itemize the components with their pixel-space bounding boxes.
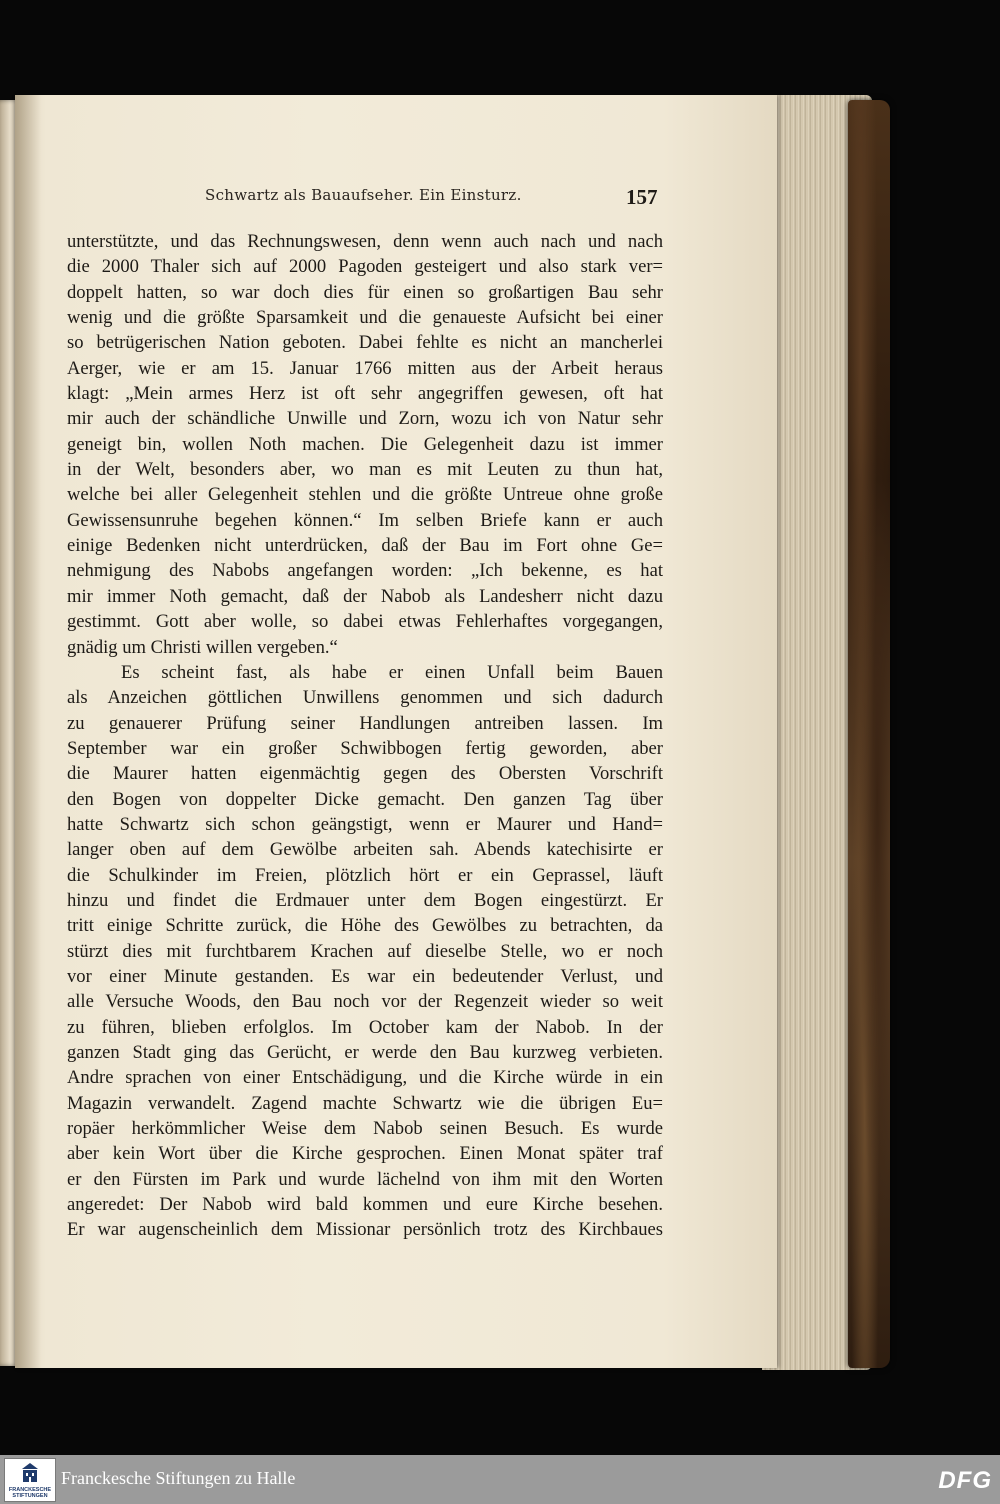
text-line: gestimmt. Gott aber wolle, so dabei etwas Fehlerhaftes vorgegangen, xyxy=(67,611,663,633)
text-line: gnädig um Christi willen vergeben.“ xyxy=(67,636,338,658)
text-line: als Anzeichen göttlichen Unwillens genommen und sich dadurch xyxy=(67,687,663,709)
text-line: hatte Schwartz sich schon geängstigt, wenn er Maurer und Hand= xyxy=(67,813,663,835)
text-line: alle Versuche Woods, den Bau noch vor der Regenzeit wieder so weit xyxy=(67,991,663,1013)
text-line: September war ein großer Schwibbogen fertig geworden, aber xyxy=(67,737,663,759)
text-line: Aerger, wie er am 15. Januar 1766 mitten aus der Arbeit heraus xyxy=(67,357,663,379)
text-line: unterstützte, und das Rechnungswesen, denn wenn auch nach und nach xyxy=(67,231,663,252)
logo-text xyxy=(5,1487,55,1499)
text-line: ropäer herkömmlicher Weise dem Nabob seinen Besuch. Es wurde xyxy=(67,1118,663,1140)
text-line: welche bei aller Gelegenheit stehlen und die größte Untreue ohne große xyxy=(67,484,663,506)
text-line: tritt einige Schritte zurück, die Höhe des Gewölbes zu betrachten, da xyxy=(67,915,663,937)
text-line: die 2000 Thaler sich auf 2000 Pagoden gesteigert und also stark ver= xyxy=(67,256,663,278)
text-line: langer oben auf dem Gewölbe arbeiten sah. Abends katechisirte er xyxy=(67,839,663,861)
footer-bar xyxy=(0,1455,1000,1504)
text-line: die Maurer hatten eigenmächtig gegen des Obersten Vorschrift xyxy=(67,763,663,785)
logo-text-line: STIFTUNGEN xyxy=(12,1493,48,1499)
text-line: den Bogen von doppelter Dicke gemacht. Den ganzen Tag über xyxy=(67,788,663,810)
text-line: doppelt hatten, so war doch dies für einen so großartigen Bau sehr xyxy=(67,281,663,303)
book-cover xyxy=(848,100,890,1368)
text-line: stürzt dies mit furchtbarem Krachen auf dieselbe Stelle, wo er noch xyxy=(67,940,663,962)
text-line: zu genauerer Prüfung seiner Handlungen antreiben lassen. Im xyxy=(67,712,663,734)
text-line: zu führen, blieben erfolglos. Im October kam der Nabob. In der xyxy=(67,1016,663,1038)
running-head: Schwartz als Bauaufseher. Ein Einsturz. xyxy=(205,186,522,204)
text-line: hinzu und findet die Erdmauer unter dem Bogen eingestürzt. Er xyxy=(67,889,663,911)
text-line: Gewissensunruhe begehen können.“ Im selben Briefe kann er auch xyxy=(67,509,663,531)
dfg-logo[interactable]: DFG xyxy=(938,1467,992,1494)
text-line: mir auch der schändliche Unwille und Zorn, wozu ich von Natur sehr xyxy=(67,408,663,430)
text-line: vor einer Minute gestanden. Es war ein bedeutender Verlust, und xyxy=(67,965,663,987)
body-text xyxy=(67,229,663,1243)
text-line: geneigt bin, wollen Noth machen. Die Gelegenheit dazu ist immer xyxy=(67,433,663,455)
text-line: in der Welt, besonders aber, wo man es mit Leuten zu thun hat, xyxy=(67,459,663,481)
text-line: nehmigung des Nabobs angefangen worden: „Ich bekenne, es hat xyxy=(67,560,663,582)
page-number: 157 xyxy=(626,185,658,209)
text-line: Magazin verwandelt. Zagend machte Schwartz wie die übrigen Eu= xyxy=(67,1092,663,1114)
text-line: klagt: „Mein armes Herz ist oft sehr angegriffen gewesen, oft hat xyxy=(67,383,663,405)
franckesche-stiftungen-logo[interactable] xyxy=(4,1458,56,1502)
text-line: so betrügerischen Nation geboten. Dabei fehlte es nicht an mancherlei xyxy=(67,332,663,354)
text-line: einige Bedenken nicht unterdrücken, daß der Bau im Fort ohne Ge= xyxy=(67,535,663,557)
logo-text-line: FRANCKESCHE xyxy=(8,1487,52,1493)
text-line: ganzen Stadt ging das Gerücht, er werde den Bau kurzweg verbieten. xyxy=(67,1042,663,1063)
gutter-shadow xyxy=(15,95,41,1368)
text-line: er den Fürsten im Park und wurde lächelnd von ihm mit den Worten xyxy=(67,1168,663,1190)
text-line: angeredet: Der Nabob wird bald kommen und eure Kirche besehen. xyxy=(67,1194,663,1216)
text-line: Es scheint fast, als habe er einen Unfall beim Bauen xyxy=(121,661,663,683)
text-line: aber kein Wort über die Kirche gesprochen. Einen Monat später traf xyxy=(67,1143,663,1165)
text-line: Er war augenscheinlich dem Missionar persönlich trotz des Kirchbaues xyxy=(67,1219,663,1241)
text-line: die Schulkinder im Freien, plötzlich hört er ein Geprassel, läuft xyxy=(67,864,663,886)
text-line: wenig und die größte Sparsamkeit und die genaueste Aufsicht bei einer xyxy=(67,307,663,329)
text-line: Andre sprachen von einer Entschädigung, und die Kirche würde in ein xyxy=(67,1067,663,1089)
building-icon xyxy=(20,1462,40,1484)
text-line: mir immer Noth gemacht, daß der Nabob als Landesherr nicht dazu xyxy=(67,585,663,607)
footer-title[interactable]: Franckesche Stiftungen zu Halle xyxy=(61,1468,296,1488)
